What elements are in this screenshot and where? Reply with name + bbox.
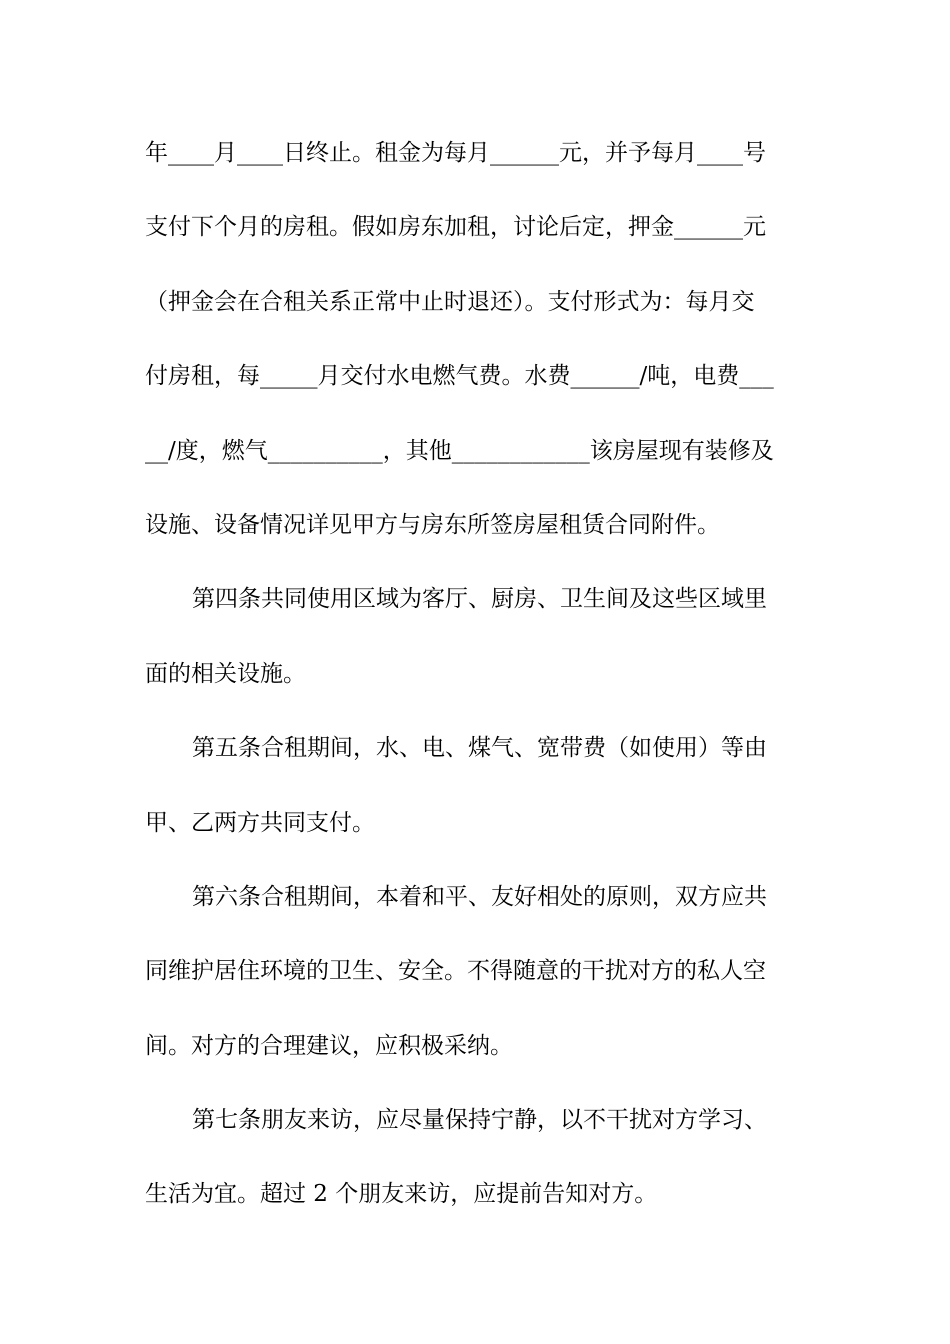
text-line: __/度，燃气__________，其他____________该房屋现有装修及 (145, 437, 774, 464)
text-line: 生活为宜。超过 2 个朋友来访，应提前告知对方。 (145, 1181, 658, 1208)
text-line: 支付下个月的房租。假如房东加租，讨论后定，押金______元 (145, 214, 766, 241)
text-line: 间。对方的合理建议，应积极采纳。 (145, 1032, 513, 1059)
article-6-line: 第六条合租期间，本着和平、友好相处的原则，双方应共 (192, 883, 767, 910)
text-line: 甲、乙两方共同支付。 (145, 809, 375, 836)
text-line: 年____月____日终止。租金为每月______元，并予每月____号 (145, 140, 766, 166)
text-line: 同维护居住环境的卫生、安全。不得随意的干扰对方的私人空 (145, 958, 766, 985)
text-line: 设施、设备情况详见甲方与房东所签房屋租赁合同附件。 (145, 511, 720, 538)
text-line: （押金会在合租关系正常中止时退还）。支付形式为：每月交 (145, 288, 755, 315)
article-7-line: 第七条朋友来访，应尽量保持宁静，以不干扰对方学习、 (192, 1107, 767, 1134)
article-4-line: 第四条共同使用区域为客厅、厨房、卫生间及这些区域里 (192, 586, 767, 613)
article-5-line: 第五条合租期间，水、电、煤气、宽带费（如使用）等由 (192, 735, 767, 762)
text-line: 面的相关设施。 (145, 660, 306, 687)
contract-text (145, 131, 810, 1247)
text-line: 付房租，每_____月交付水电燃气费。水费______/吨，电费___ (145, 363, 774, 390)
